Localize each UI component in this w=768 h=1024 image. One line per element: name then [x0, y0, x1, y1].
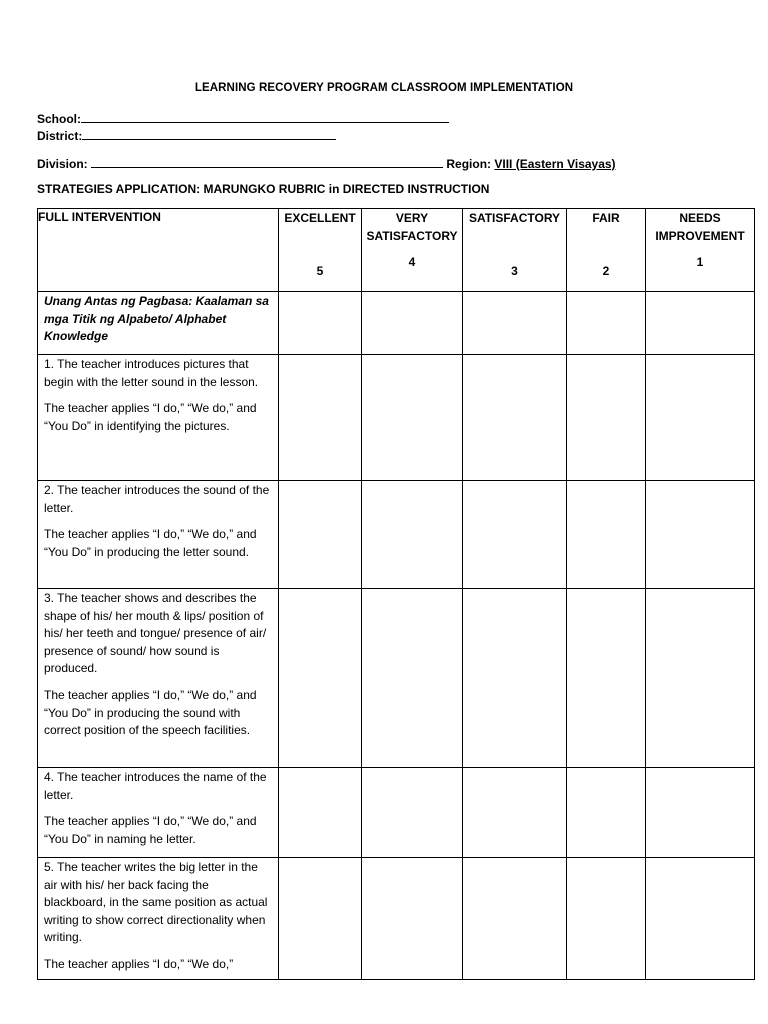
header-label: SATISFACTORY: [468, 211, 561, 225]
rating-cell-4[interactable]: [362, 589, 463, 768]
region-value: VIII (Eastern Visayas): [494, 157, 616, 171]
header-label: VERY: [395, 211, 429, 225]
rating-cell-3[interactable]: [463, 589, 567, 768]
table-row: [38, 858, 755, 980]
rating-cell-5[interactable]: [279, 481, 362, 589]
header-excellent: [279, 209, 362, 292]
rating-cell-5[interactable]: [279, 292, 362, 355]
rating-cell-5[interactable]: [279, 355, 362, 481]
table-row: [38, 481, 755, 589]
rating-cell-1[interactable]: [646, 589, 755, 768]
district-label: District:: [37, 129, 83, 143]
indicator-text: 3. The teacher shows and describes the shape of his/ her mouth & lips/ position of his/ her teeth and tongue/ presence of air/ presence of sound/ how sound is produced.: [44, 591, 267, 676]
rating-cell-1[interactable]: [646, 481, 755, 589]
rating-cell-2[interactable]: [567, 589, 646, 768]
header-label: NEEDS: [679, 211, 721, 225]
indicator-text: 1. The teacher introduces pictures that begin with the letter sound in the lesson.: [44, 357, 259, 389]
rating-cell-1[interactable]: [646, 355, 755, 481]
header-label: IMPROVEMENT: [655, 228, 745, 243]
indicator-method: The teacher applies “I do,” “We do,”: [44, 956, 234, 971]
rating-cell-3[interactable]: [463, 768, 567, 858]
strategies-heading: STRATEGIES APPLICATION: MARUNGKO RUBRIC in DIRECTED INSTRUCTION: [37, 182, 490, 196]
indicator-cell: [38, 355, 279, 481]
rating-cell-4[interactable]: [362, 858, 463, 980]
school-line: [37, 110, 449, 126]
rating-cell-5[interactable]: [279, 589, 362, 768]
rating-cell-3[interactable]: [463, 292, 567, 355]
school-field[interactable]: [81, 110, 449, 123]
rating-cell-4[interactable]: [362, 355, 463, 481]
rating-cell-1[interactable]: [646, 292, 755, 355]
header-label: EXCELLENT: [284, 211, 356, 225]
indicator-method: The teacher applies “I do,” “We do,” and “You Do” in producing the letter sound.: [44, 527, 257, 559]
indicator-cell: [38, 589, 279, 768]
header-label: FAIR: [592, 211, 620, 225]
rating-cell-3[interactable]: [463, 481, 567, 589]
document-title: LEARNING RECOVERY PROGRAM CLASSROOM IMPLEMENTATION: [194, 82, 574, 94]
table-row: [38, 355, 755, 481]
table-row: [38, 768, 755, 858]
header-satisfactory: [463, 209, 567, 292]
division-label: Division:: [37, 157, 88, 171]
header-full-intervention: FULL INTERVENTION: [38, 209, 279, 292]
indicator-text: 5. The teacher writes the big letter in the air with his/ her back facing the blackboard, in the same position as actual writing to show correct directionality when writing.: [44, 860, 268, 945]
header-score: 2: [602, 263, 610, 278]
rating-cell-1[interactable]: [646, 768, 755, 858]
rating-cell-3[interactable]: [463, 355, 567, 481]
rating-cell-2[interactable]: [567, 858, 646, 980]
header-score: 1: [696, 255, 704, 270]
school-label: School:: [37, 112, 81, 126]
header-needs-improvement: [646, 209, 755, 292]
rating-cell-5[interactable]: [279, 768, 362, 858]
section-row: [38, 292, 755, 355]
indicator-cell: [38, 858, 279, 980]
header-very-satisfactory: [362, 209, 463, 292]
indicator-method: The teacher applies “I do,” “We do,” and “You Do” in producing the sound with correct position of the speech facilities.: [44, 687, 257, 738]
header-row: [38, 209, 755, 292]
region-label: Region:: [446, 157, 492, 171]
header-score: 3: [511, 263, 518, 278]
header-label: SATISFACTORY: [366, 228, 458, 243]
division-region-line: [37, 155, 616, 171]
section-heading: Unang Antas ng Pagbasa: Kaalaman sa mga Titik ng Alpabeto/ Alphabet Knowledge: [44, 294, 269, 344]
rating-cell-2[interactable]: [567, 292, 646, 355]
district-line: [37, 127, 336, 143]
header-score: 5: [316, 263, 324, 278]
indicator-cell: [38, 481, 279, 589]
indicator-text: 4. The teacher introduces the name of the letter.: [44, 770, 267, 802]
district-field[interactable]: [82, 127, 336, 140]
indicator-text: 2. The teacher introduces the sound of the letter.: [44, 483, 270, 515]
section-heading-cell: [38, 292, 279, 355]
rubric-table: [37, 208, 755, 980]
header-score: 4: [408, 255, 416, 270]
rating-cell-5[interactable]: [279, 858, 362, 980]
rating-cell-2[interactable]: [567, 768, 646, 858]
rating-cell-4[interactable]: [362, 481, 463, 589]
rating-cell-2[interactable]: [567, 481, 646, 589]
rating-cell-4[interactable]: [362, 292, 463, 355]
rating-cell-4[interactable]: [362, 768, 463, 858]
indicator-method: The teacher applies “I do,” “We do,” and “You Do” in identifying the pictures.: [44, 401, 257, 433]
rating-cell-2[interactable]: [567, 355, 646, 481]
division-field[interactable]: [91, 155, 443, 168]
indicator-cell: [38, 768, 279, 858]
rating-cell-1[interactable]: [646, 858, 755, 980]
table-row: [38, 589, 755, 768]
indicator-method: The teacher applies “I do,” “We do,” and “You Do” in naming he letter.: [44, 814, 257, 846]
header-fair: [567, 209, 646, 292]
rating-cell-3[interactable]: [463, 858, 567, 980]
